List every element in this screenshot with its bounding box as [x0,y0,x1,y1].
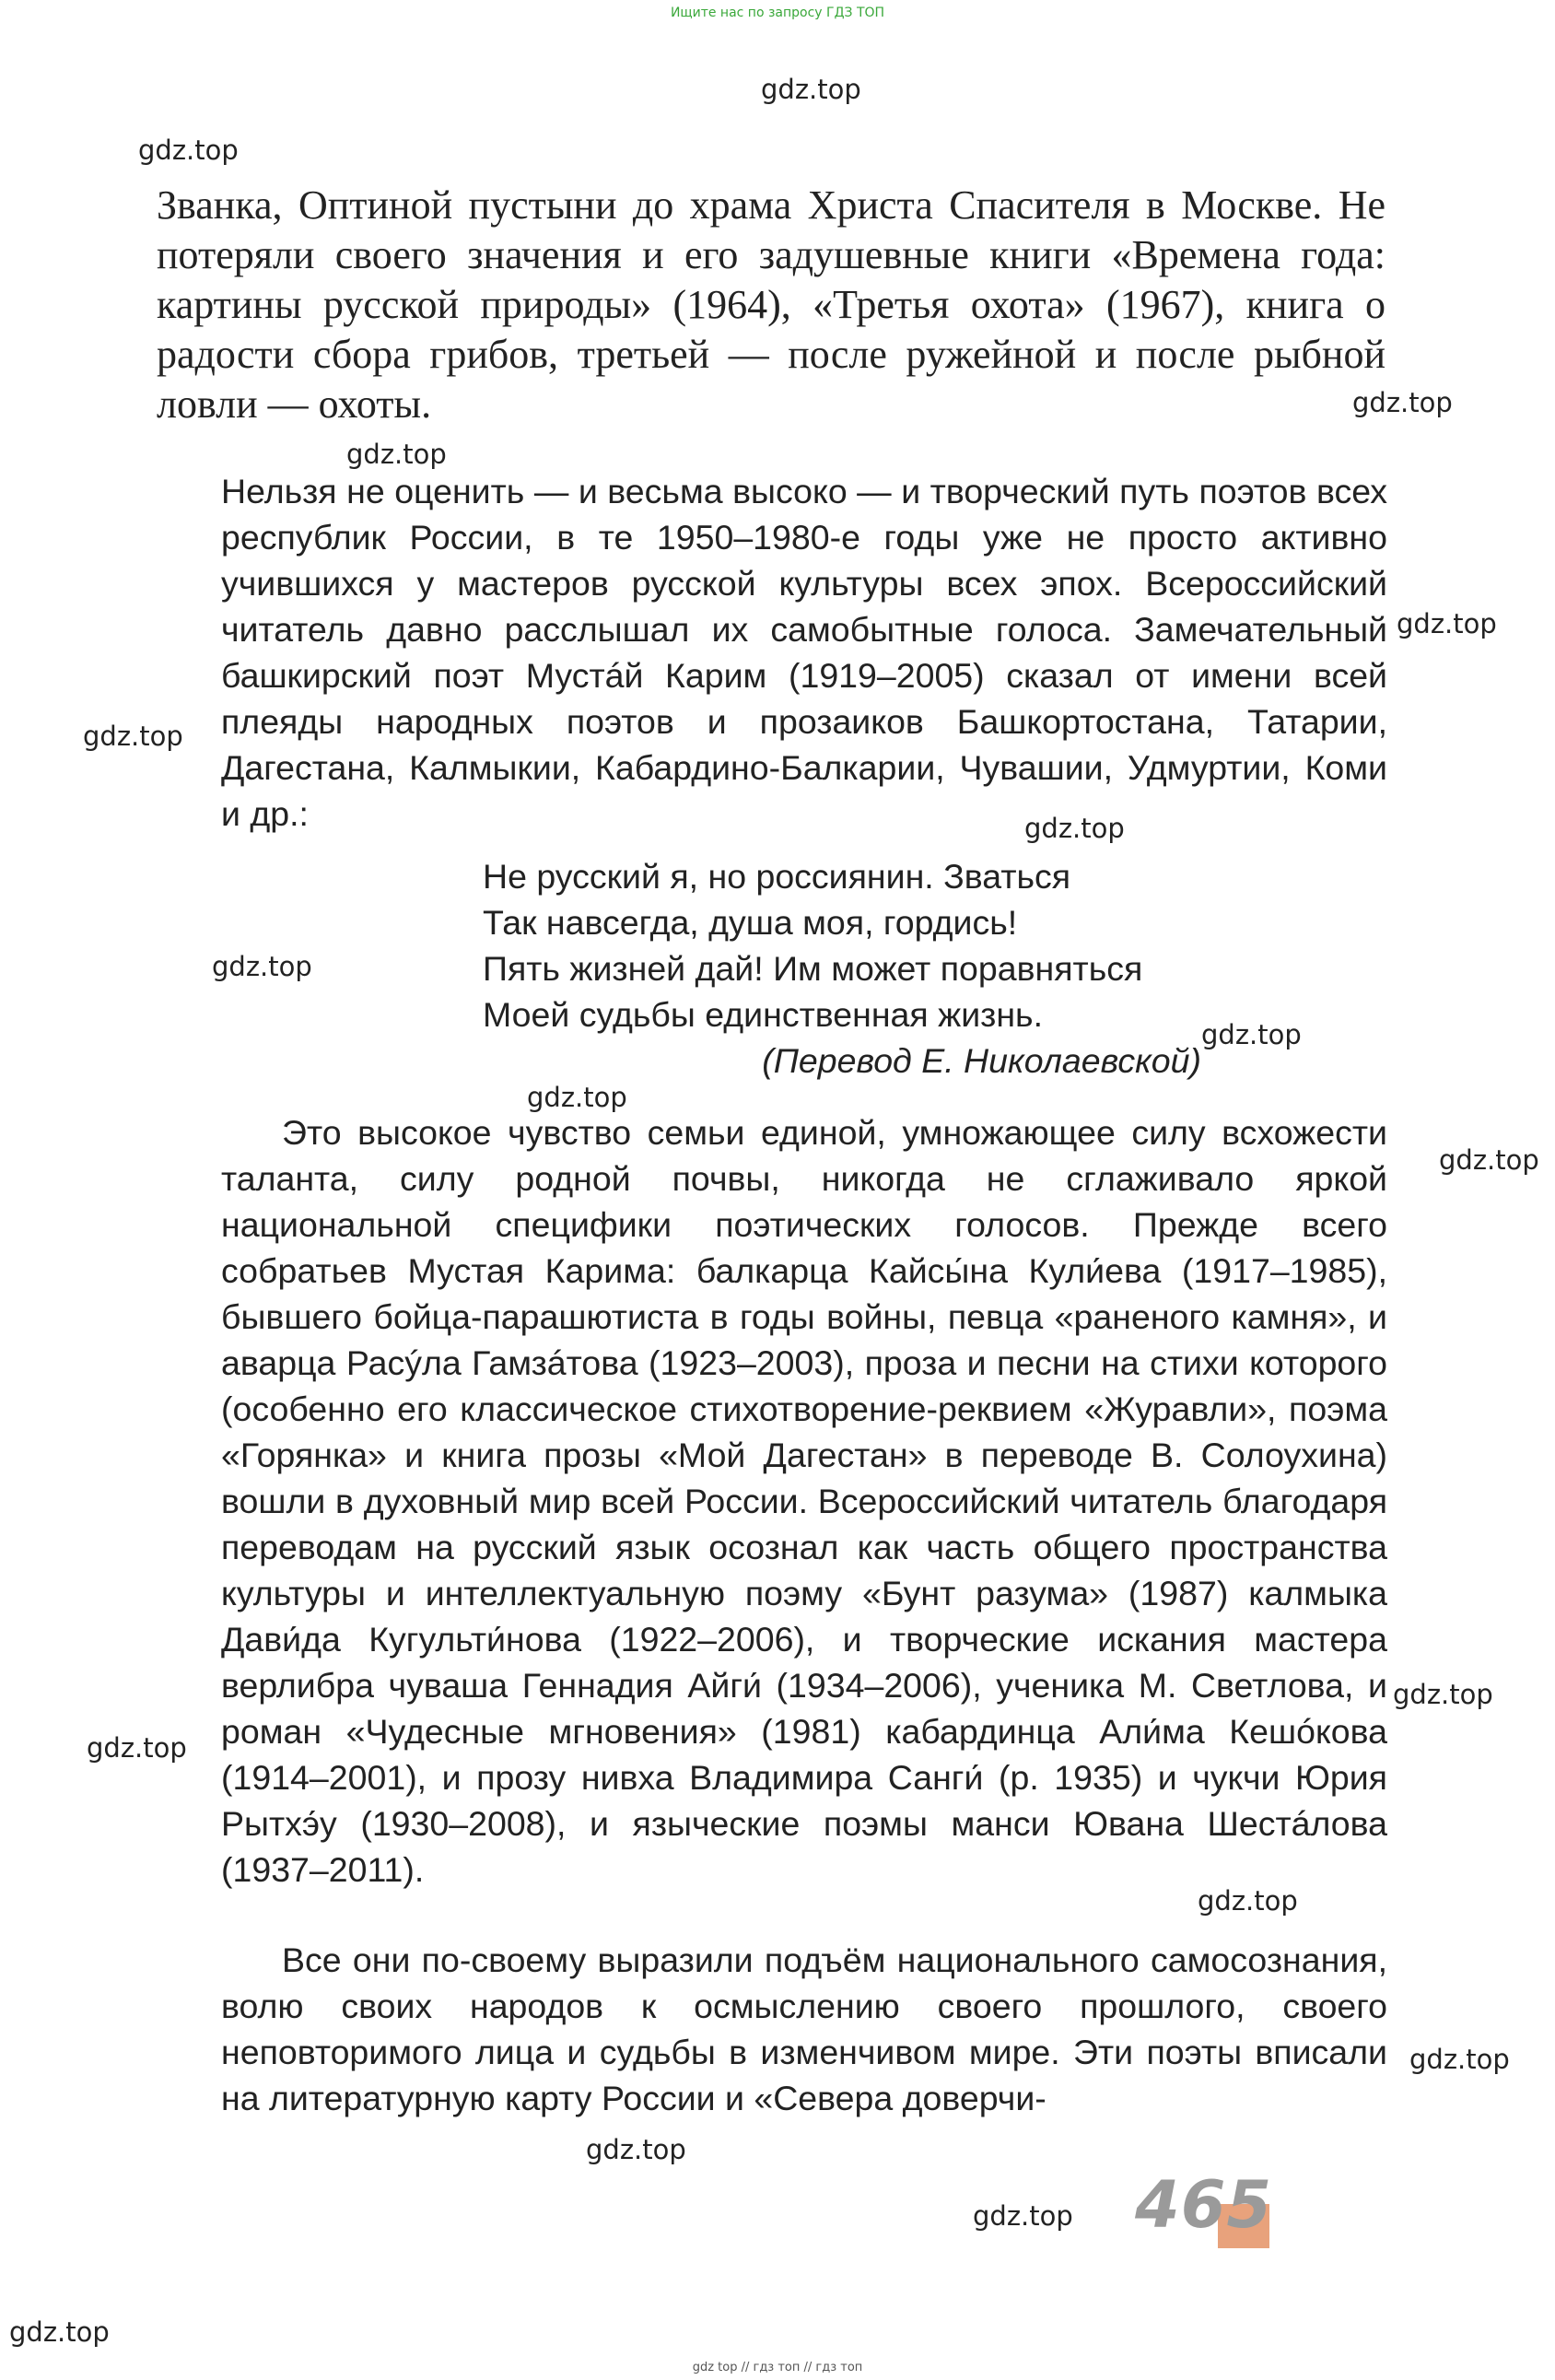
watermark: gdz.top [973,2200,1073,2232]
paragraph-conclusion [221,1937,1387,2121]
watermark: gdz.top [586,2134,686,2165]
paragraph-text: Это высокое чувство семьи единой, умножающее силу всхожести таланта, силу родной почвы, никогда не сглаживало яркой национальной специфики поэтических голосов. Прежде всего собратьев Мустая Карима: балкарца Кайсы́на Кули́ева (1917–1985), бывшего бойца-парашютиста в годы войны, певца «раненого камня», и аварца Расýла Гамзáтова (1923–2003), проза и песни на стихи которого (особенно его классическое стихотворение-реквием «Журавли», поэма «Горянка» и книга прозы «Мой Дагестан» в переводе В. Солоухина) вошли в духовный мир всей России. Всероссийский читатель благодаря переводам на русский язык осознал как часть общего пространства культуры и интеллектуальную поэму «Бунт разума» (1987) калмыка Дави́да Кугульти́нова (1922–2006), и творческие искания мастера верлибра чуваша Геннадия Айги́ (1934–2006), ученика М. Светлова, и роман «Чудесные мгновения» (1981) кабардинца Али́ма Кешóкова (1914–2001), и прозу нивха Владимира Санги́ (р. 1935) и чукчи Юрия Рытхэ́у (1930–2008), и языческие поэмы манси Ювана Шестáлова (1937–2011). [221,1113,1387,1889]
paragraph-poets [221,1109,1387,1893]
watermark: gdz.top [1409,2044,1510,2075]
watermark: gdz.top [1439,1144,1539,1176]
watermark: gdz.top [346,439,447,470]
watermark: gdz.top [1024,813,1125,844]
paragraph-text: Званка, Оптиной пустыни до храма Христа Спасителя в Москве. Не потеряли своего значения и его задушевные книги «Времена года: картины русской природы» (1964), «Третья охота» (1967), книга о радости сбора грибов, третьей — после ружейной и после рыбной ловли — охоты. [157,182,1385,427]
watermark: gdz.top [527,1082,627,1113]
poem-translator: (Перевод Е. Николаевской) [762,1041,1201,1080]
poem-quote [483,853,1275,1084]
watermark: gdz.top [138,135,239,166]
watermark: gdz.top [1198,1885,1298,1917]
watermark: gdz.top [212,951,312,982]
watermark: gdz.top [83,721,183,752]
watermark: gdz.top [1393,1679,1493,1710]
poem-line: Моей судьбы единственная жизнь. [483,995,1044,1034]
bottom-banner: gdz top // гдз топ // гдз топ [692,2361,863,2374]
top-banner: Ищите нас по запросу ГДЗ ТОП [670,6,885,20]
poem-line: Пять жизней дай! Им может поравняться [483,949,1143,988]
watermark: gdz.top [9,2316,110,2348]
watermark: gdz.top [1201,1019,1302,1050]
paragraph-text: Все они по-своему выразили подъём национального самосознания, волю своих народов к осмыслению своего прошлого, своего неповторимого лица и судьбы в изменчивом мире. Эти поэты вписали на литературную карту России и «Севера доверчи- [221,1940,1387,2117]
poem-line: Так навсегда, душа моя, гордись! [483,903,1018,942]
page-number: 465 [1135,2167,1273,2243]
paragraph-serif [157,181,1385,429]
paragraph-text: Нельзя не оценить — и весьма высоко — и творческий путь поэтов всех республик России, в те 1950–1980-е годы уже не просто активно учившихся у мастеров русской культуры всех эпох. Всероссийский читатель давно расслышал их самобытные голоса. Замечательный башкирский поэт Мустáй Карим (1919–2005) сказал от имени всей плеяды народных поэтов и прозаиков Башкортостана, Татарии, Дагестана, Калмыкии, Кабардино-Балкарии, Чувашии, Удмуртии, Коми и др.: [221,472,1387,833]
watermark: gdz.top [1397,608,1497,639]
poem-line: Не русский я, но россиянин. Зваться [483,857,1071,896]
watermark: gdz.top [761,74,861,105]
paragraph-republics [221,468,1387,837]
watermark: gdz.top [87,1732,187,1764]
watermark: gdz.top [1352,387,1453,418]
